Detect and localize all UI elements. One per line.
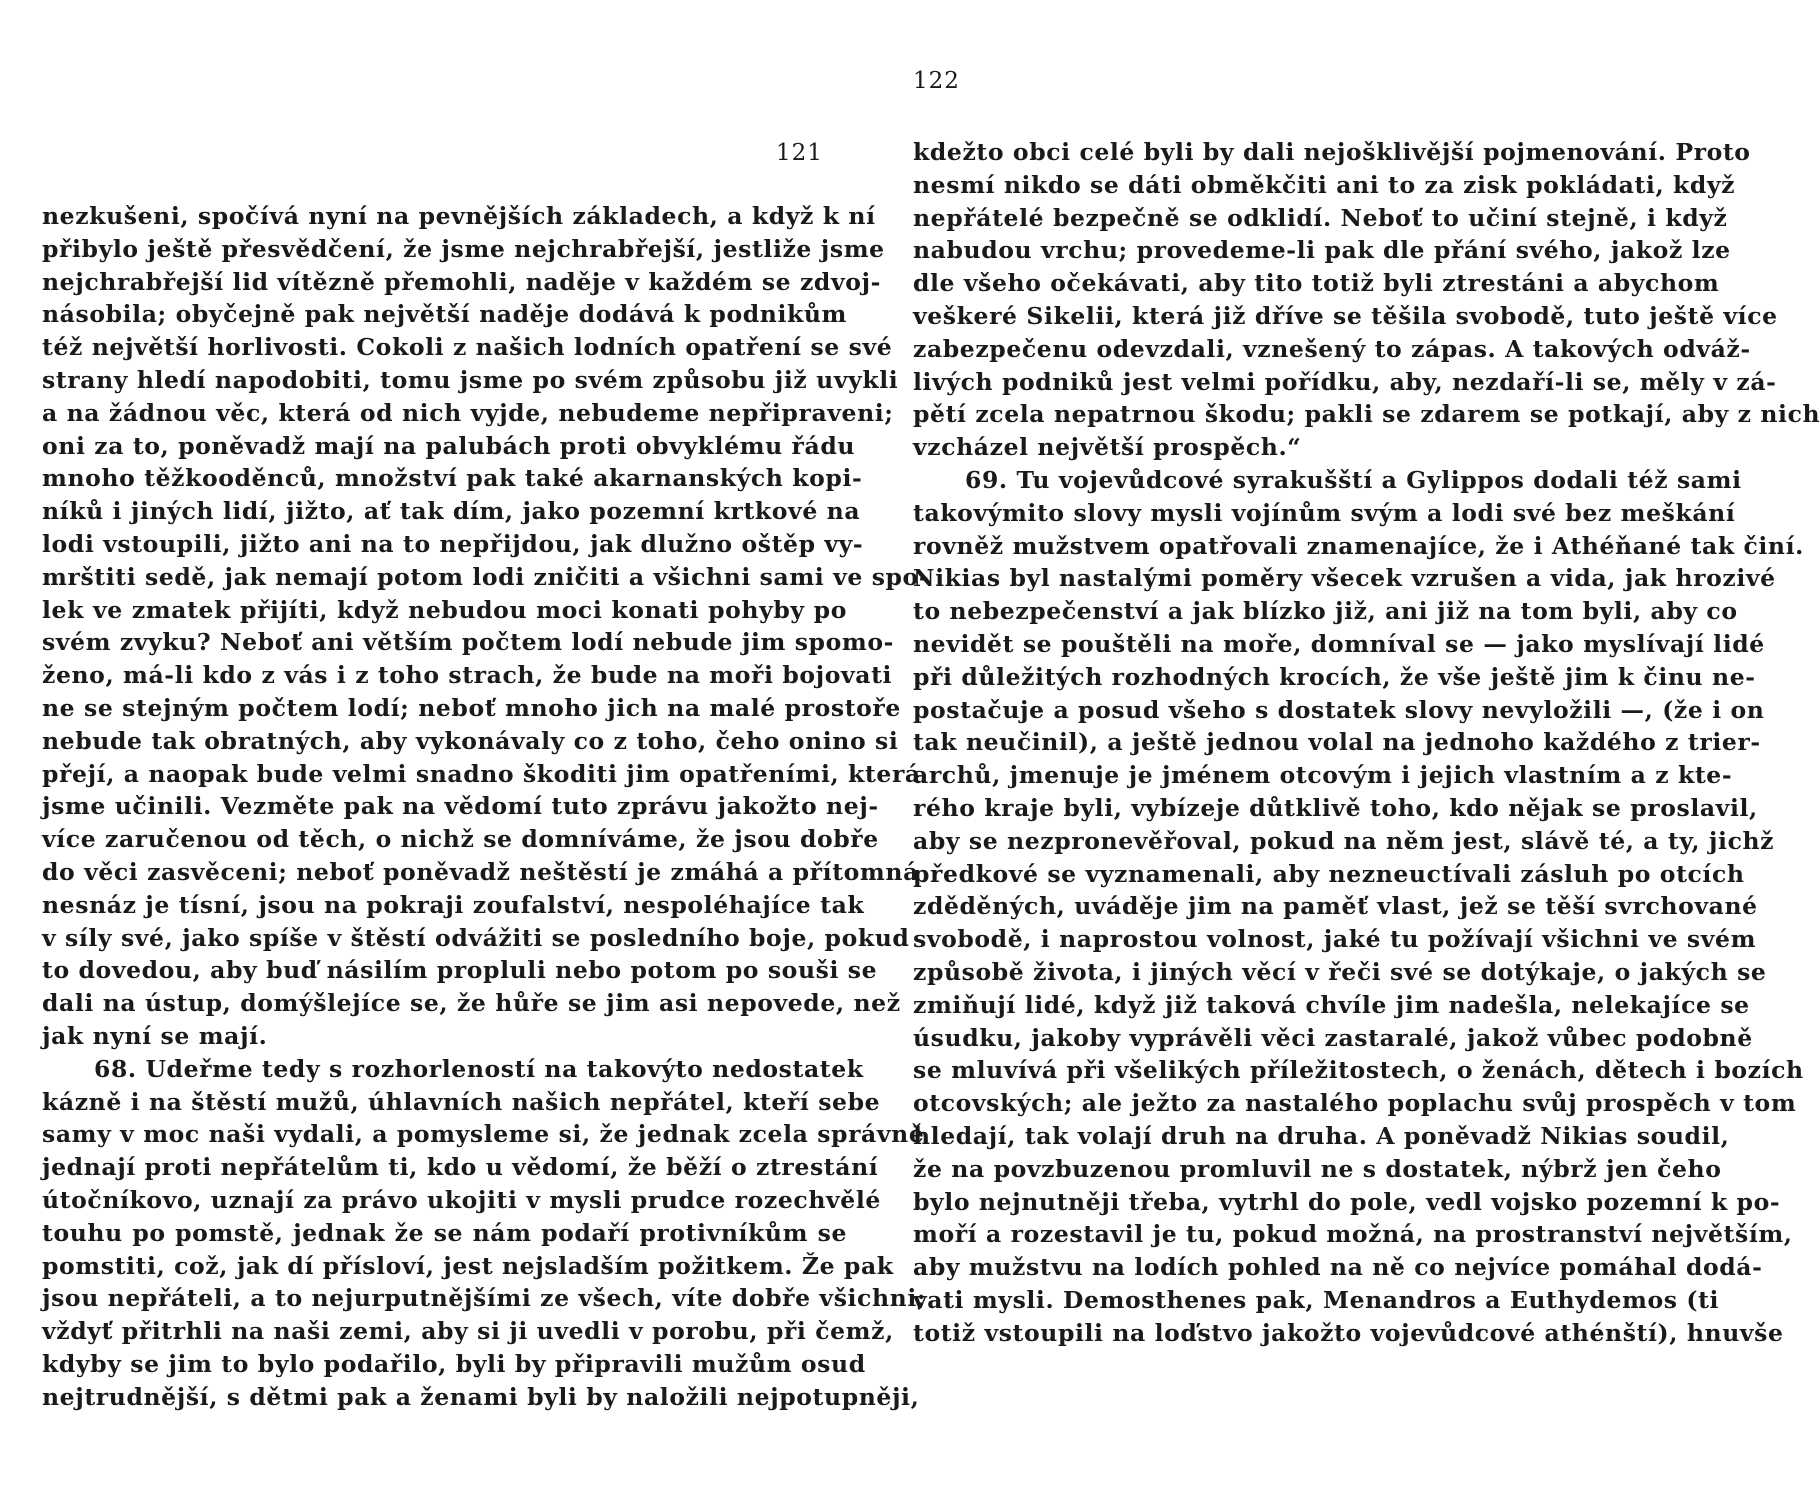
- page-number: 121: [776, 140, 823, 166]
- text-line: kdežto obci celé byli by dali nejošklivější pojmenování. Proto: [913, 138, 1751, 166]
- text-line: aby mužstvu na lodích pohled na ně co nejvíce pomáhal dodá-: [913, 1253, 1763, 1282]
- text-line: livých podniků jest velmi pořídku, aby, nezdaří-li se, měly v zá-: [913, 367, 1777, 396]
- text-block: [913, 136, 1820, 1349]
- text-line: zmiňují lidé, když již taková chvíle jim nadešla, nelekajíce se: [913, 990, 1750, 1019]
- text-line: vati mysli. Demosthenes pak, Menandros a Euthydemos (ti: [913, 1285, 1720, 1314]
- text-line: mrštiti sedě, jak nemají potom lodi zničiti a všichni sami ve spo-: [42, 562, 930, 591]
- text-line: hledají, tak volají druh na druha. A poněvadž Nikias soudil,: [913, 1121, 1730, 1150]
- text-line: kdyby se jim to bylo podařilo, byli by připravili mužům osud: [42, 1349, 866, 1378]
- text-line: přejí, a naopak bude velmi snadno škoditi jim opatřeními, která: [42, 759, 921, 788]
- text-line: ženo, má-li kdo z vás i z toho strach, že bude na moři bojovati: [42, 661, 893, 690]
- text-line: přibylo ještě přesvědčení, že jsme nejchrabřejší, jestliže jsme: [42, 234, 885, 263]
- text-line: oni za to, poněvadž mají na palubách proti obvyklému řádu: [42, 431, 856, 460]
- text-line: se mluvívá při všelikých příležitostech, o ženách, dětech i bozích: [913, 1056, 1804, 1085]
- text-line: jsme učinili. Vezměte pak na vědomí tuto zprávu jakožto nej-: [42, 792, 879, 821]
- text-line: úsudku, jakoby vyprávěli věci zastaralé, jakož vůbec podobně: [913, 1023, 1753, 1052]
- text-line: způsobě života, i jiných věcí v řeči své se dotýkaje, o jakých se: [913, 957, 1767, 986]
- text-line: do věci zasvěceni; neboť poněvadž neštěstí je zmáhá a přítomná: [42, 857, 919, 886]
- text-line: že na povzbuzenou promluvil ne s dostatek, nýbrž jen čeho: [913, 1154, 1722, 1183]
- text-line: mnoho těžkooděnců, množství pak také akarnanských kopi-: [42, 464, 863, 493]
- text-line: útočníkovo, uznají za právo ukojiti v mysli prudce rozechvělé: [42, 1185, 881, 1214]
- text-line: aby se nezpronevěřoval, pokud na něm jest, slávě té, a ty, jichž: [913, 826, 1775, 855]
- text-line: nepřátelé bezpečně se odklidí. Neboť to učiní stejně, i když: [913, 203, 1728, 232]
- text-line: více zaručenou od těch, o nichž se domníváme, že jsou dobře: [42, 825, 879, 854]
- text-line: nesnáz je tísní, jsou na pokraji zoufalství, nespoléhajíce tak: [42, 890, 865, 919]
- text-line: moří a rozestavil je tu, pokud možná, na prostranství největším,: [913, 1220, 1793, 1249]
- text-line: takovýmito slovy mysli vojínům svým a lodi své bez meškání: [913, 498, 1736, 527]
- text-line: nevidět se pouštěli na moře, domníval se — jako myslívají lidé: [913, 629, 1765, 658]
- text-line: rého kraje byli, vybízeje důtklivě toho, kdo nějak se proslavil,: [913, 793, 1758, 822]
- text-line: svém zvyku? Neboť ani větším počtem lodí nebude jim spomo-: [42, 628, 894, 657]
- text-line: bylo nejnutněji třeba, vytrhl do pole, vedl vojsko pozemní k po-: [913, 1187, 1781, 1216]
- text-line: touhu po pomstě, jednak že se nám podaří protivníkům se: [42, 1218, 847, 1247]
- text-line: strany hledí napodobiti, tomu jsme po svém způsobu již uvykli: [42, 365, 899, 394]
- text-line: samy v moc naši vydali, a pomysleme si, že jednak zcela správně: [42, 1120, 925, 1149]
- text-line: násobila; obyčejně pak největší naděje dodává k podnikům: [42, 300, 847, 329]
- text-line: jsou nepřáteli, a to nejurputnějšími ze všech, víte dobře všichni;: [42, 1284, 927, 1313]
- text-line: jak nyní se mají.: [42, 1021, 268, 1050]
- text-line: to dovedou, aby buď násilím propluli nebo potom po souši se: [42, 956, 878, 985]
- text-line: vzcházel největší prospěch.“: [913, 433, 1302, 462]
- text-line: též největší horlivosti. Cokoli z našich lodních opatření se své: [42, 333, 893, 362]
- page-number: 122: [913, 68, 960, 94]
- text-line: nesmí nikdo se dáti obměkčiti ani to za zisk pokládati, když: [913, 170, 1736, 199]
- text-line: tak neučinil), a ještě jednou volal na jednoho každého z trier-: [913, 728, 1761, 757]
- text-line: zděděných, uváděje jim na paměť vlast, jež se těší svrchované: [913, 892, 1758, 921]
- text-line: dali na ústup, domýšlejíce se, že hůře se jim asi nepovede, než: [42, 989, 901, 1018]
- text-line: nabudou vrchu; provedeme-li pak dle přání svého, jakož lze: [913, 236, 1731, 265]
- right-page: [860, 0, 1820, 1500]
- text-line: kázně i na štěstí mužů, úhlavních našich nepřátel, kteří sebe: [42, 1087, 881, 1116]
- text-line: při důležitých rozhodných krocích, že vše ještě jim k činu ne-: [913, 662, 1756, 691]
- text-line: totiž vstoupili na loďstvo jakožto vojevůdcové athénští), hnuvše: [913, 1318, 1784, 1347]
- text-line: archů, jmenuje je jménem otcovým i jejich vlastním a z kte-: [913, 761, 1733, 790]
- text-line: pomstiti, což, jak dí přísloví, jest nejsladším požitkem. Že pak: [42, 1251, 894, 1280]
- text-line: 68. Udeřme tedy s rozhorleností na takovýto nedostatek: [94, 1054, 864, 1083]
- text-line: ne se stejným počtem lodí; neboť mnoho jich na malé prostoře: [42, 693, 901, 722]
- text-line: zabezpečenu odevzdali, vznešený to zápas. A takových odváž-: [913, 334, 1751, 363]
- text-line: nejchrabřejší lid vítězně přemohli, naděje v každém se zdvoj-: [42, 267, 881, 296]
- text-line: dle všeho očekávati, aby tito totiž byli ztrestáni a abychom: [913, 269, 1720, 298]
- text-line: pětí zcela nepatrnou škodu; pakli se zdarem se potkají, aby z nich: [913, 400, 1820, 429]
- text-line: nebude tak obratných, aby vykonávaly co z toho, čeho onino si: [42, 726, 899, 755]
- text-line: a na žádnou věc, která od nich vyjde, nebudeme nepřipraveni;: [42, 398, 894, 427]
- text-line: níků i jiných lidí, jižto, ať tak dím, jako pozemní krtkové na: [42, 497, 861, 526]
- text-line: lek ve zmatek přijíti, když nebudou moci konati pohyby po: [42, 595, 847, 624]
- text-line: vždyť přitrhli na naši zemi, aby si ji uvedli v porobu, při čemž,: [42, 1317, 894, 1346]
- text-line: otcovských; ale ježto za nastalého poplachu svůj prospěch v tom: [913, 1089, 1797, 1118]
- text-line: Nikias byl nastalými poměry všecek vzrušen a vida, jak hrozivé: [913, 564, 1776, 593]
- text-line: postačuje a posud všeho s dostatek slovy nevyložili —, (že i on: [913, 695, 1765, 724]
- text-line: lodi vstoupili, jižto ani na to nepřijdou, jak dlužno oštěp vy-: [42, 529, 864, 558]
- text-block: [42, 200, 930, 1413]
- text-line: to nebezpečenství a jak blízko již, ani již na tom byli, aby co: [913, 597, 1738, 626]
- text-line: předkové se vyznamenali, aby nezneuctívali zásluh po otcích: [913, 859, 1745, 888]
- text-line: nezkušeni, spočívá nyní na pevnějších základech, a když k ní: [42, 202, 876, 230]
- text-line: nejtrudnější, s dětmi pak a ženami byli by naložili nejpotupněji,: [42, 1382, 920, 1411]
- text-line: 69. Tu vojevůdcové syrakušští a Gylippos dodali též sami: [965, 465, 1742, 494]
- text-line: jednají proti nepřátelům ti, kdo u vědomí, že běží o ztrestání: [42, 1153, 879, 1182]
- text-line: rovněž mužstvem opatřovali znamenajíce, že i Athéňané tak činí.: [913, 531, 1804, 560]
- text-line: svobodě, i naprostou volnost, jaké tu požívají všichni ve svém: [913, 925, 1757, 954]
- text-line: v síly své, jako spíše v štěstí odvážiti se posledního boje, pokud: [42, 923, 910, 952]
- text-line: veškeré Sikelii, která již dříve se těšila svobodě, tuto ještě více: [913, 301, 1778, 330]
